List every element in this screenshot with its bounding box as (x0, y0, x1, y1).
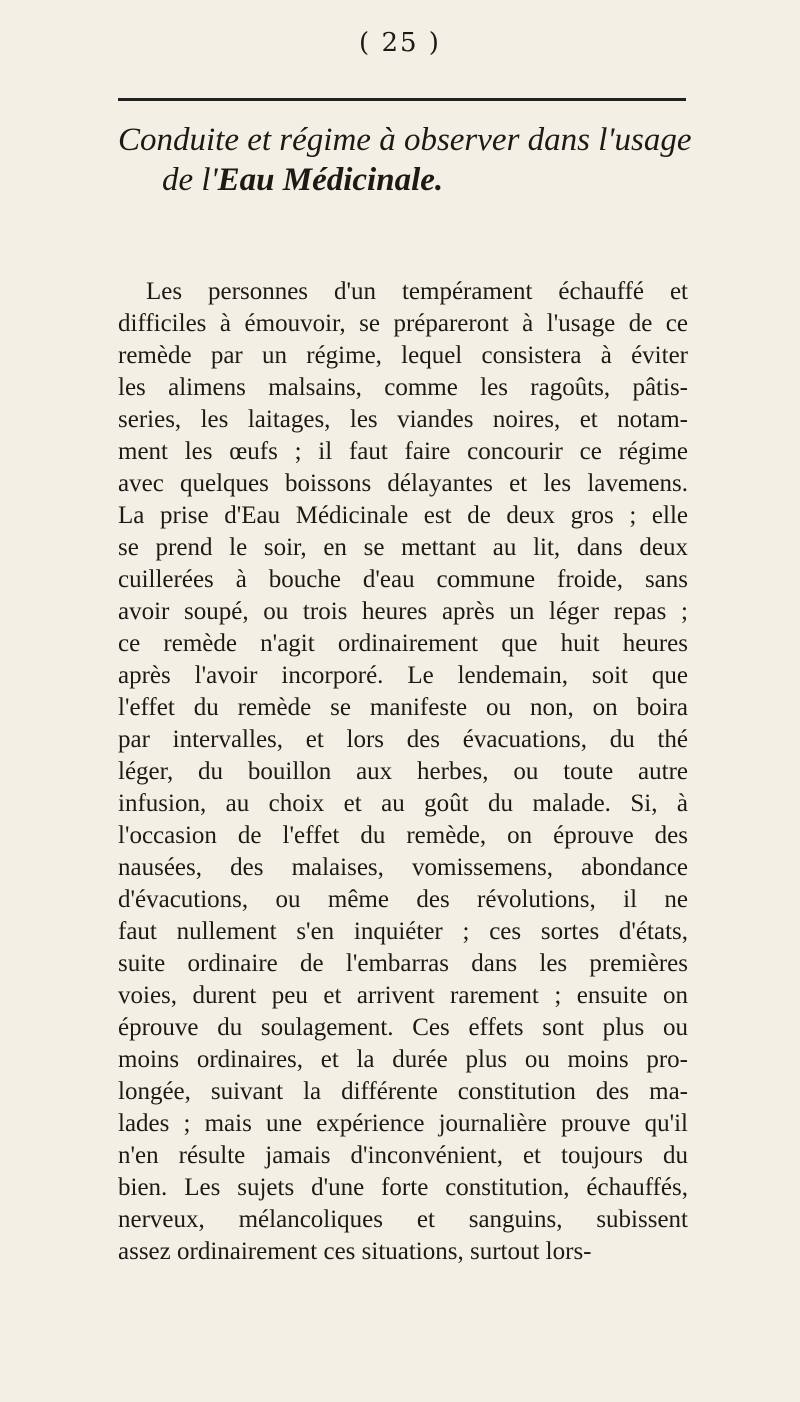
text-line: nerveux, mélancoliques et sanguins, subissent (118, 1206, 688, 1233)
text-line: l'occasion de l'effet du remède, on éprouve des (118, 822, 688, 849)
text-line: nausées, des malaises, vomissemens, abondance (118, 854, 688, 881)
text-line: l'effet du remède se manifeste ou non, on boira (118, 694, 688, 721)
text-line: d'évacutions, ou même des révolutions, il ne (118, 886, 688, 913)
text-line: ce remède n'agit ordinairement que huit heures (118, 630, 688, 657)
text-line: cuillerées à bouche d'eau commune froide, sans (118, 566, 688, 593)
page-number: ( 25 ) (359, 28, 441, 58)
text-line: avoir soupé, ou trois heures après un léger repas ; (118, 598, 688, 625)
text-line: La prise d'Eau Médicinale est de deux gros ; elle (118, 502, 688, 529)
section-title-line-2 (118, 160, 718, 200)
body-text (118, 276, 688, 1268)
text-line: faut nullement s'en inquiéter ; ces sortes d'états, (118, 918, 688, 945)
text-line: se prend le soir, en se mettant au lit, dans deux (118, 534, 688, 561)
text-line: léger, du bouillon aux herbes, ou toute autre (118, 758, 688, 785)
section-title-emphasis: Eau Médicinale. (217, 162, 444, 198)
text-line: avec quelques boissons délayantes et les lavemens. (118, 470, 688, 497)
text-line: les alimens malsains, comme les ragoûts, pâtis- (118, 374, 688, 401)
text-line: infusion, au choix et au goût du malade. Si, à (118, 790, 688, 817)
text-line: n'en résulte jamais d'inconvénient, et toujours du (118, 1142, 688, 1169)
text-line: suite ordinaire de l'embarras dans les premières (118, 950, 688, 977)
text-line: series, les laitages, les viandes noires, et notam- (118, 406, 688, 433)
text-line: assez ordinairement ces situations, surtout lors- (118, 1238, 592, 1265)
text-line: longée, suivant la différente constitution des ma- (118, 1078, 688, 1105)
text-line: bien. Les sujets d'une forte constitution, échauffés, (118, 1174, 688, 1201)
text-line: difficiles à émouvoir, se prépareront à l'usage de ce (118, 310, 688, 337)
text-line: remède par un régime, lequel consistera à éviter (118, 342, 688, 369)
section-title-prefix: de l' (162, 162, 218, 198)
text-line: moins ordinaires, et la durée plus ou moins pro- (118, 1046, 688, 1073)
text-line: voies, durent peu et arrivent rarement ; ensuite on (118, 982, 688, 1009)
text-line: par intervalles, et lors des évacuations, du thé (118, 726, 688, 753)
text-line: Les personnes d'un tempérament échauffé et (146, 278, 688, 305)
section-title (118, 120, 718, 200)
text-line: ment les œufs ; il faut faire concourir ce régime (118, 438, 688, 465)
text-line: éprouve du soulagement. Ces effets sont plus ou (118, 1014, 688, 1041)
text-line: après l'avoir incorporé. Le lendemain, soit que (118, 662, 688, 689)
header-rule (118, 98, 686, 101)
section-title-line-1: Conduite et régime à observer dans l'usage (118, 122, 692, 158)
text-line: lades ; mais une expérience journalière prouve qu'il (118, 1110, 688, 1137)
